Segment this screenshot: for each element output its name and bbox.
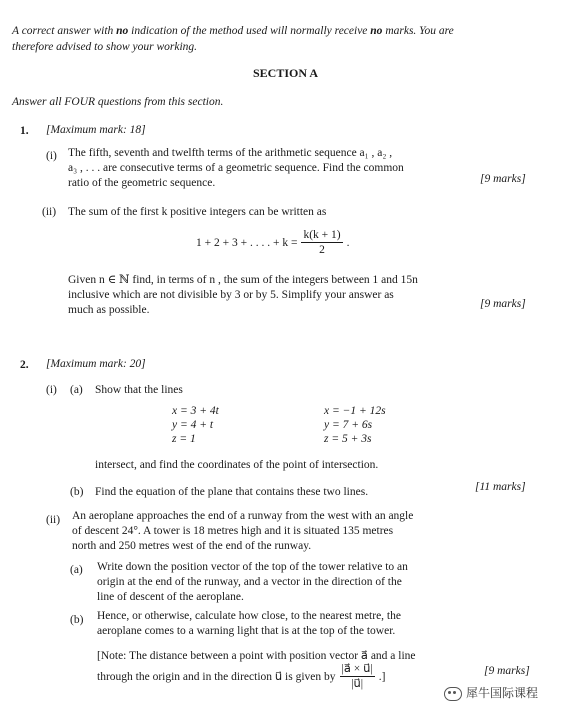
q1-part-i-line-3: ratio of the geometric sequence. [68, 177, 216, 189]
q2-part-i-label: (i) [46, 384, 57, 396]
equation-fraction [301, 228, 342, 258]
intro-line-2: therefore advised to show your working. [12, 41, 198, 53]
q1-part-ii-line-2: Given n ∈ ℕ find, in terms of n , the sum of the integers between 1 and 15n [68, 274, 418, 286]
q1-part-i-line-1: The fifth, seventh and twelfth terms of the arithmetic sequence a₁ , a₂ , [68, 147, 393, 159]
line-1-equations [172, 404, 219, 446]
q2-part-ib-label: (b) [70, 486, 84, 498]
line-2-x: x = −1 + 12s [324, 405, 386, 417]
q2-part-iia-line-2: origin at the end of the runway, and a vector in the direction of the [97, 576, 402, 588]
watermark-text: 犀牛国际课程 [466, 686, 539, 700]
intro-text-b: indication of the method used will normally receive [128, 25, 371, 37]
q2-part-iib-label: (b) [70, 614, 84, 626]
intro-text-a: A correct answer with [12, 25, 117, 37]
intro-no-1: no [116, 25, 129, 37]
q1-max-mark: [Maximum mark: 18] [46, 124, 146, 136]
q2-part-ii-label: (ii) [46, 514, 61, 526]
q1-sum-equation [196, 228, 349, 258]
q1-part-i-marks: [9 marks] [480, 173, 526, 185]
q2-part-iia-line-3: line of descent of the aeroplane. [97, 591, 244, 603]
intro-no-2: no [370, 25, 383, 37]
q1-number: 1. [20, 125, 29, 137]
equation-end: . [346, 236, 350, 249]
q1-part-ii-line-3: inclusive which are not divisible by 3 or by 5. Simplify your answer as [68, 289, 394, 301]
line-1-x: x = 3 + 4t [172, 405, 219, 417]
fraction-denominator: 2 [319, 244, 325, 257]
intro-text-c: marks. You are [382, 25, 454, 37]
equation-left: 1 + 2 + 3 + . . . . + k = [196, 236, 298, 249]
line-1-y: y = 4 + t [172, 419, 214, 431]
watermark [444, 686, 538, 701]
q1-part-i-label: (i) [46, 150, 57, 162]
q2-part-i-marks: [11 marks] [475, 481, 526, 493]
q2-number: 2. [20, 359, 29, 371]
q2-part-ii-line-3: north and 250 metres west of the end of the runway. [72, 540, 312, 552]
note-denominator: |u⃗| [351, 678, 364, 691]
note-text: through the origin and in the direction u⃗ is given by [97, 670, 336, 683]
q2-part-ia-label: (a) [70, 384, 83, 396]
q2-part-iib-line-1: Hence, or otherwise, calculate how close, to the nearest metre, the [97, 610, 401, 622]
q2-part-ia-text: Show that the lines [95, 384, 183, 396]
note-fraction [340, 662, 375, 692]
q2-part-ii-line-2: of descent 24°. A tower is 18 metres high and it is situated 135 metres [72, 525, 394, 537]
q2-max-mark: [Maximum mark: 20] [46, 358, 146, 370]
section-instruction: Answer all FOUR questions from this section. [12, 96, 224, 108]
q2-part-iia-line-1: Write down the position vector of the top of the tower relative to an [97, 561, 408, 573]
section-title: SECTION A [252, 66, 319, 80]
fraction-numerator: k(k + 1) [301, 228, 342, 243]
q2-part-ia-text-2: intersect, and find the coordinates of the point of intersection. [95, 459, 379, 471]
note-numerator: |a⃗ × u⃗| [340, 662, 375, 677]
wechat-icon [444, 687, 462, 701]
line-2-equations [324, 404, 386, 446]
intro-line-1 [12, 24, 552, 38]
q2-part-ii-marks: [9 marks] [484, 665, 530, 677]
q1-part-i-line-2: a₃ , . . . are consecutive terms of a geometric sequence. Find the common [68, 162, 404, 174]
line-2-y: y = 7 + 6s [324, 419, 373, 431]
q1-part-ii-marks: [9 marks] [480, 298, 526, 310]
q2-part-ib-text: Find the equation of the plane that contains these two lines. [95, 486, 369, 498]
q1-part-ii-label: (ii) [42, 206, 57, 218]
q2-note-line-2 [97, 662, 385, 692]
q2-part-iib-line-2: aeroplane comes to a warning light that is at the top of the tower. [97, 625, 396, 637]
q2-part-iia-label: (a) [70, 564, 83, 576]
q2-note-line-1: [Note: The distance between a point with position vector a⃗ and a line [97, 650, 416, 662]
line-2-z: z = 5 + 3s [324, 433, 372, 445]
q1-part-ii-line-1: The sum of the first k positive integers can be written as [68, 206, 327, 218]
line-1-z: z = 1 [172, 433, 196, 445]
q2-part-ii-line-1: An aeroplane approaches the end of a runway from the west with an angle [72, 510, 414, 522]
q1-part-ii-line-4: much as possible. [68, 304, 150, 316]
note-end: .] [378, 670, 386, 683]
